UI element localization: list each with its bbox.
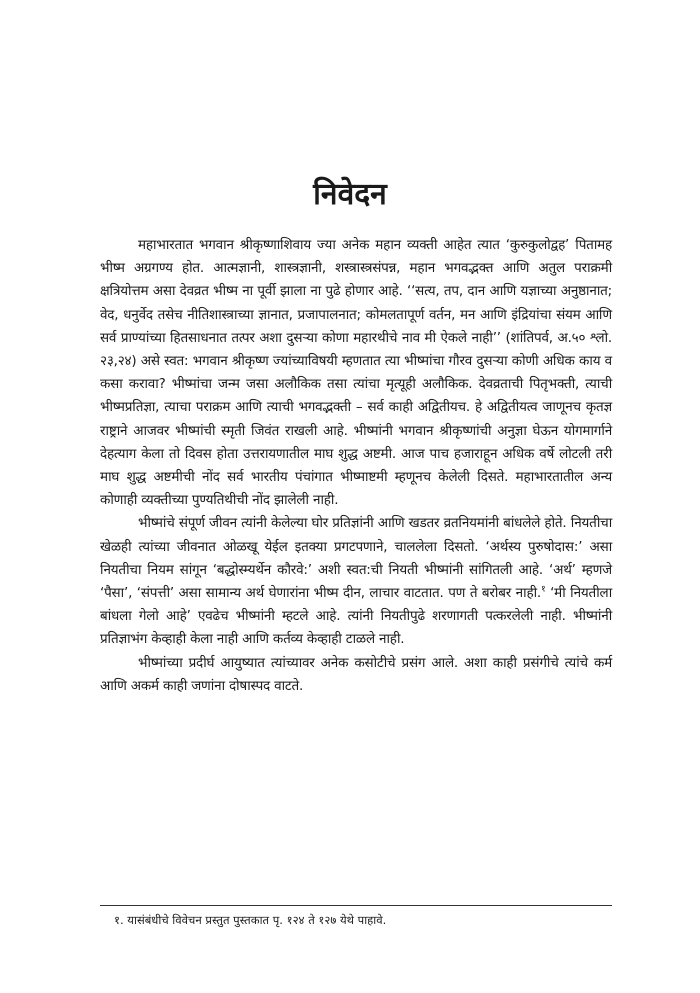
page-title: निवेदन (313, 177, 387, 212)
footnote-divider (100, 905, 612, 906)
body-text (100, 234, 612, 698)
footnote-reference: १ (541, 584, 546, 595)
paragraph-2-text-before: भीष्मांचे संपूर्ण जीवन त्यांनी केलेल्या घोर प्रतिज्ञांनी आणि खडतर व्रतनियमांनी बांधलेले होते. नियतीचा खेळही त्यांच्या जीवनात ओळखू येईल इतक्या प्रगटपणाने, चाललेला दिसतो. ‘अर्थस्य पुरुषोदास:’ असा नियतीचा नियम सांगून ‘बद्धोस्म्यर्थेन कौरवे:’ अशी स्वत:ची नियती भीष्मांनी सांगितली आहे. ‘अर्थ’ म्हणजे ‘पैसा’, ‘संपत्ती’ असा सामान्य अर्थ घेणारांना भीष्म दीन, लाचार वाटतात. पण ते बरोबर नाही. (100, 515, 612, 602)
paragraph-2-text-after: ‘मी नियतीला बांधला गेलो आहे’ एवढेच भीष्मांनी म्हटले आहे. त्यांनी नियतीपुढे शरणागती पत्करलेली नाही. भीष्मांनी प्रतिज्ञाभंग केव्हाही केला नाही आणि कर्तव्य केव्हाही टाळले नाही. (100, 585, 612, 648)
paragraph-3: भीष्मांच्या प्रदीर्घ आयुष्यात त्यांच्यावर अनेक कसोटीचे प्रसंग आले. अशा काही प्रसंगीचे त्यांचे कर्म आणि अकर्म काही जणांना दोषास्पद वाटते. (100, 654, 612, 694)
footnote: १. यासंबंधीचे विवेचन प्रस्तुत पुस्तकात पृ. १२४ ते १२७ येथे पाहावे. (114, 913, 387, 927)
paragraph-2 (100, 512, 612, 651)
paragraph-1: महाभारतात भगवान श्रीकृष्णाशिवाय ज्या अनेक महान व्यक्ती आहेत त्यात ‘कुरुकुलोद्वह’ पितामह भीष्म अग्रगण्य होत. आत्मज्ञानी, शास्त्रज्ञानी, शस्त्रास्त्रसंपन्न, महान भगवद्भक्त आणि अतुल पराक्रमी क्षत्रियोत्तम असा देवव्रत भीष्म ना पूर्वी झाला ना पुढे होणार आहे. ‘‘सत्य, तप, दान आणि यज्ञाच्या अनुष्ठानात; वेद, धनुर्वेद तसेच नीतिशास्त्राच्या ज्ञानात, प्रजापालनात; कोमलतापूर्ण वर्तन, मन आणि इंद्रियांचा संयम आणि सर्व प्राण्यांच्या हितसाधनात तत्पर अशा दुसऱ्या कोणा महारथीचे नाव मी ऐकले नाही’’ (शांतिपर्व, अ.५० श्लो. २३,२४) असे स्वत: भगवान श्रीकृष्ण ज्यांच्याविषयी म्हणतात त्या भीष्मांचा गौरव दुसऱ्या कोणी अधिक काय व कसा करावा? भीष्मांचा जन्म जसा अलौकिक तसा त्यांचा मृत्यूही अलौकिक. देवव्रताची पितृभक्ती, त्याची भीष्मप्रतिज्ञा, त्याचा पराक्रम आणि त्याची भगवद्भक्ती – सर्व काही अद्वितीयच. हे अद्वितीयत्व जाणूनच कृतज्ञ राष्ट्राने आजवर भीष्मांची स्मृती जिवंत राखली आहे. भीष्मांनी भगवान श्रीकृष्णांची अनुज्ञा घेऊन योगमार्गाने देहत्याग केला तो दिवस होता उत्तरायणातील माघ शुद्ध अष्टमी. आज पाच हजाराहून अधिक वर्षे लोटली तरी माघ शुद्ध अष्टमीची नोंद सर्व भारतीय पंचांगात भीष्माष्टमी म्हणूनच केलेली दिसते. महाभारतातील अन्य कोणाही व्यक्तीच्या पुण्यतिथीची नोंद झालेली नाही. (100, 237, 612, 509)
